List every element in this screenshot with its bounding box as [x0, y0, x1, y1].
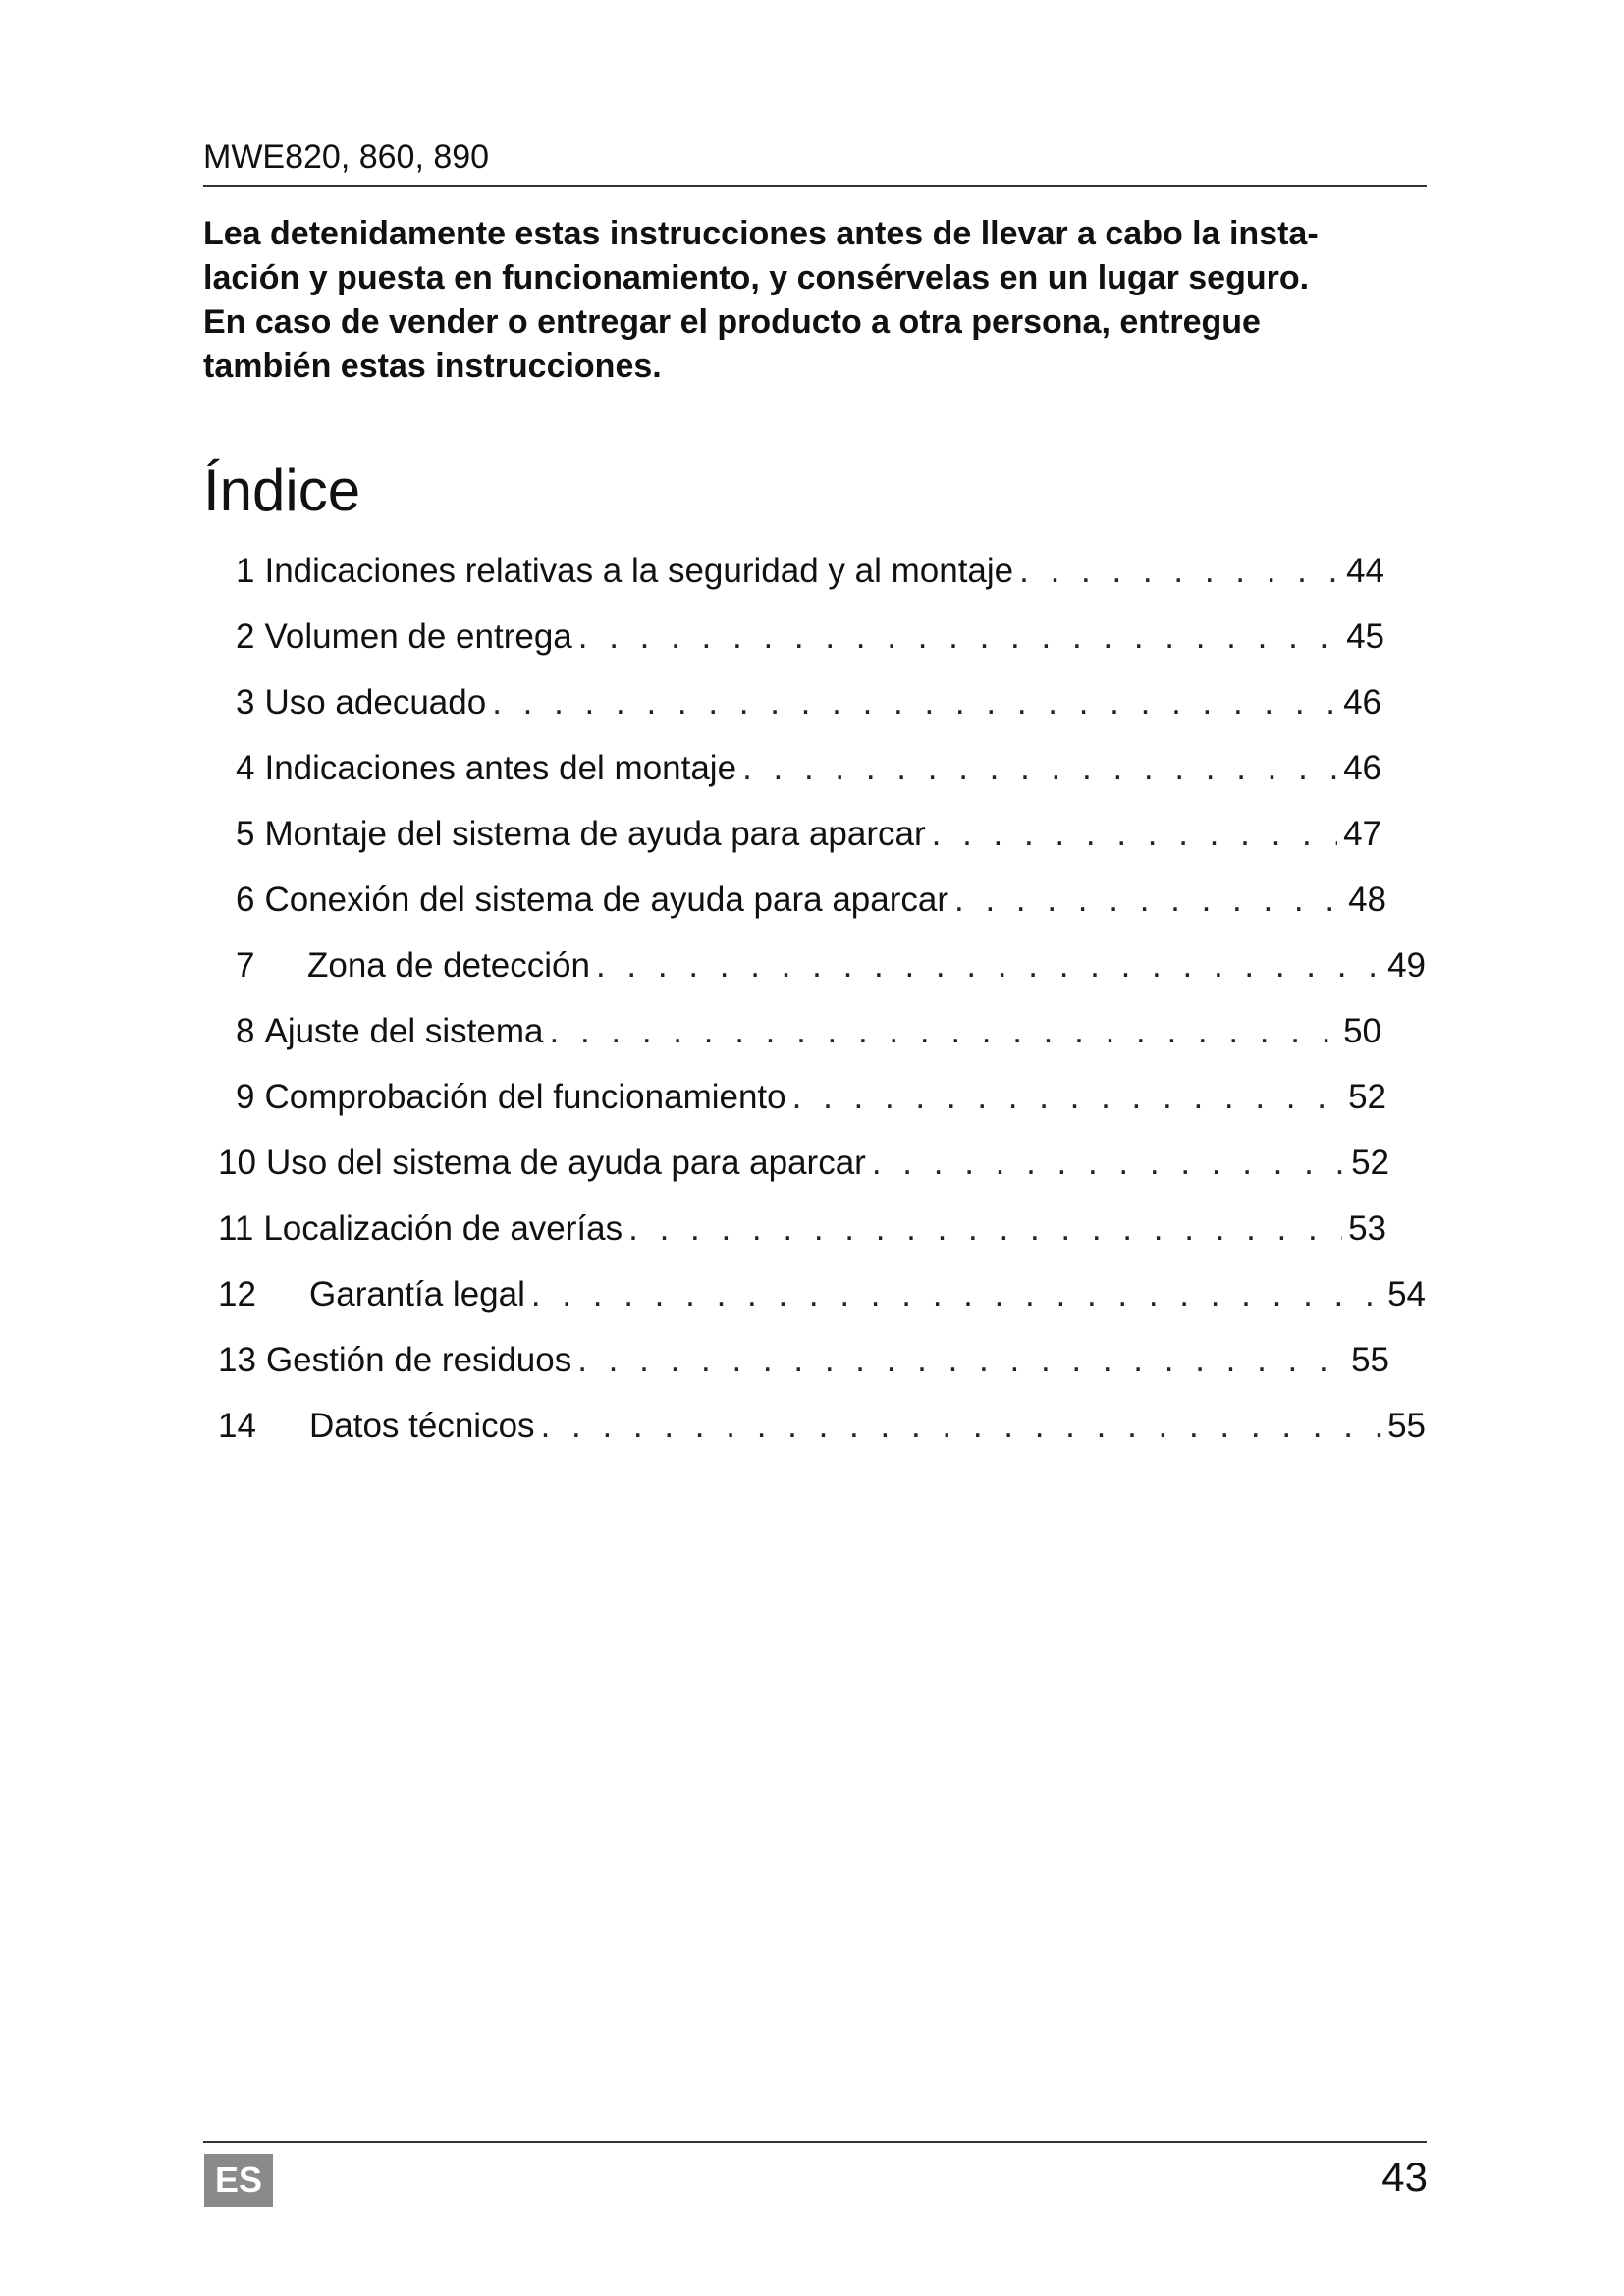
toc-entry-page: 45 — [1346, 617, 1384, 656]
toc-entry-page: 48 — [1348, 881, 1386, 919]
toc-dot-leader — [872, 1140, 1345, 1187]
toc-entry-number: 1 — [236, 552, 255, 590]
toc-entry-number: 11 — [218, 1209, 254, 1248]
toc-entry-number: 10 — [218, 1144, 256, 1182]
toc-dot-leader — [1019, 548, 1340, 595]
toc-dot-leader — [628, 1205, 1342, 1253]
toc-entry-title: Zona de detección — [307, 946, 590, 985]
toc-entry-number: 14 — [218, 1407, 256, 1445]
toc-entry-page: 55 — [1351, 1341, 1389, 1379]
intro-notice — [203, 212, 1431, 389]
toc-dot-leader — [541, 1403, 1382, 1450]
intro-line: En caso de vender o entregar el producto a otra persona, entregue — [203, 303, 1261, 341]
toc-entry-title: Uso adecuado — [264, 683, 487, 721]
toc-dot-leader — [492, 679, 1337, 726]
toc-entry-page: 47 — [1343, 815, 1381, 853]
toc-entry-number: 6 — [236, 881, 255, 919]
toc-entry[interactable] — [236, 811, 1381, 877]
toc-entry-page: 54 — [1387, 1275, 1426, 1313]
toc-entry[interactable] — [236, 679, 1381, 745]
toc-entry-title: Localización de averías — [263, 1209, 623, 1248]
toc-entry-title: Datos técnicos — [309, 1407, 535, 1445]
toc-entry-number: 12 — [218, 1275, 256, 1313]
model-label: MWE820, 860, 890 — [203, 138, 490, 176]
toc-entry-title: Montaje del sistema de ayuda para aparcar — [264, 815, 926, 853]
toc-entry-title: Comprobación del funcionamiento — [264, 1078, 786, 1116]
toc-entry-number: 7 — [236, 946, 255, 985]
toc-entry-number: 5 — [236, 815, 255, 853]
toc-dot-leader — [577, 1337, 1345, 1384]
toc-entry-page: 46 — [1343, 683, 1381, 721]
toc-entry[interactable] — [218, 1205, 1386, 1271]
toc-entry-page: 50 — [1343, 1012, 1381, 1050]
toc-dot-leader — [792, 1074, 1342, 1121]
toc-entry-title: Uso del sistema de ayuda para aparcar — [265, 1144, 866, 1182]
toc-dot-leader — [578, 614, 1340, 661]
toc-entry-title: Garantía legal — [309, 1275, 525, 1313]
toc-dot-leader — [954, 877, 1342, 924]
toc-dot-leader — [932, 811, 1337, 858]
page-number: 43 — [1381, 2154, 1428, 2200]
document-header — [203, 135, 1427, 187]
intro-line: también estas instrucciones. — [203, 347, 662, 385]
toc-dot-leader — [742, 745, 1337, 792]
toc-entry-number: 4 — [236, 749, 255, 787]
toc-dot-leader — [531, 1271, 1381, 1318]
toc-entry-page: 46 — [1343, 749, 1381, 787]
toc-entry-number: 8 — [236, 1012, 255, 1050]
toc-entry-page: 55 — [1387, 1407, 1426, 1445]
toc-entry-title: Volumen de entrega — [264, 617, 572, 656]
toc-dot-leader — [550, 1008, 1338, 1055]
toc-entry[interactable] — [236, 877, 1386, 942]
page-title: Índice — [203, 457, 361, 523]
toc-entry[interactable] — [218, 1403, 1426, 1468]
intro-line: lación y puesta en funcionamiento, y consérvelas en un lugar seguro. — [203, 259, 1310, 296]
toc-entry-page: 44 — [1346, 552, 1384, 590]
toc-entry-title: Ajuste del sistema — [264, 1012, 544, 1050]
toc-entry-title: Gestión de residuos — [265, 1341, 572, 1379]
toc-entry-page: 52 — [1348, 1078, 1386, 1116]
footer-divider — [203, 2141, 1427, 2143]
toc-entry[interactable] — [218, 1337, 1389, 1403]
intro-line: Lea detenidamente estas instrucciones antes de llevar a cabo la insta- — [203, 215, 1319, 252]
toc-entry[interactable] — [236, 548, 1384, 614]
toc-dot-leader — [596, 942, 1381, 989]
toc-entry-title: Conexión del sistema de ayuda para aparcar — [264, 881, 948, 919]
toc-entry-number: 9 — [236, 1078, 255, 1116]
toc-entry[interactable] — [236, 942, 1426, 1008]
toc-entry[interactable] — [236, 1074, 1386, 1140]
toc-entry[interactable] — [218, 1271, 1426, 1337]
toc-entry-page: 52 — [1351, 1144, 1389, 1182]
toc-entry[interactable] — [236, 614, 1384, 679]
toc-entry-number: 2 — [236, 617, 255, 656]
toc-entry-page: 49 — [1387, 946, 1426, 985]
toc-entry-page: 53 — [1348, 1209, 1386, 1248]
language-badge: ES — [204, 2154, 273, 2207]
toc-entry-number: 13 — [218, 1341, 256, 1379]
toc-entry[interactable] — [236, 1008, 1381, 1074]
toc-entry-title: Indicaciones relativas a la seguridad y al montaje — [264, 552, 1014, 590]
toc-entry[interactable] — [236, 745, 1381, 811]
toc-entry-title: Indicaciones antes del montaje — [264, 749, 737, 787]
toc-entry-number: 3 — [236, 683, 255, 721]
toc-entry[interactable] — [218, 1140, 1389, 1205]
